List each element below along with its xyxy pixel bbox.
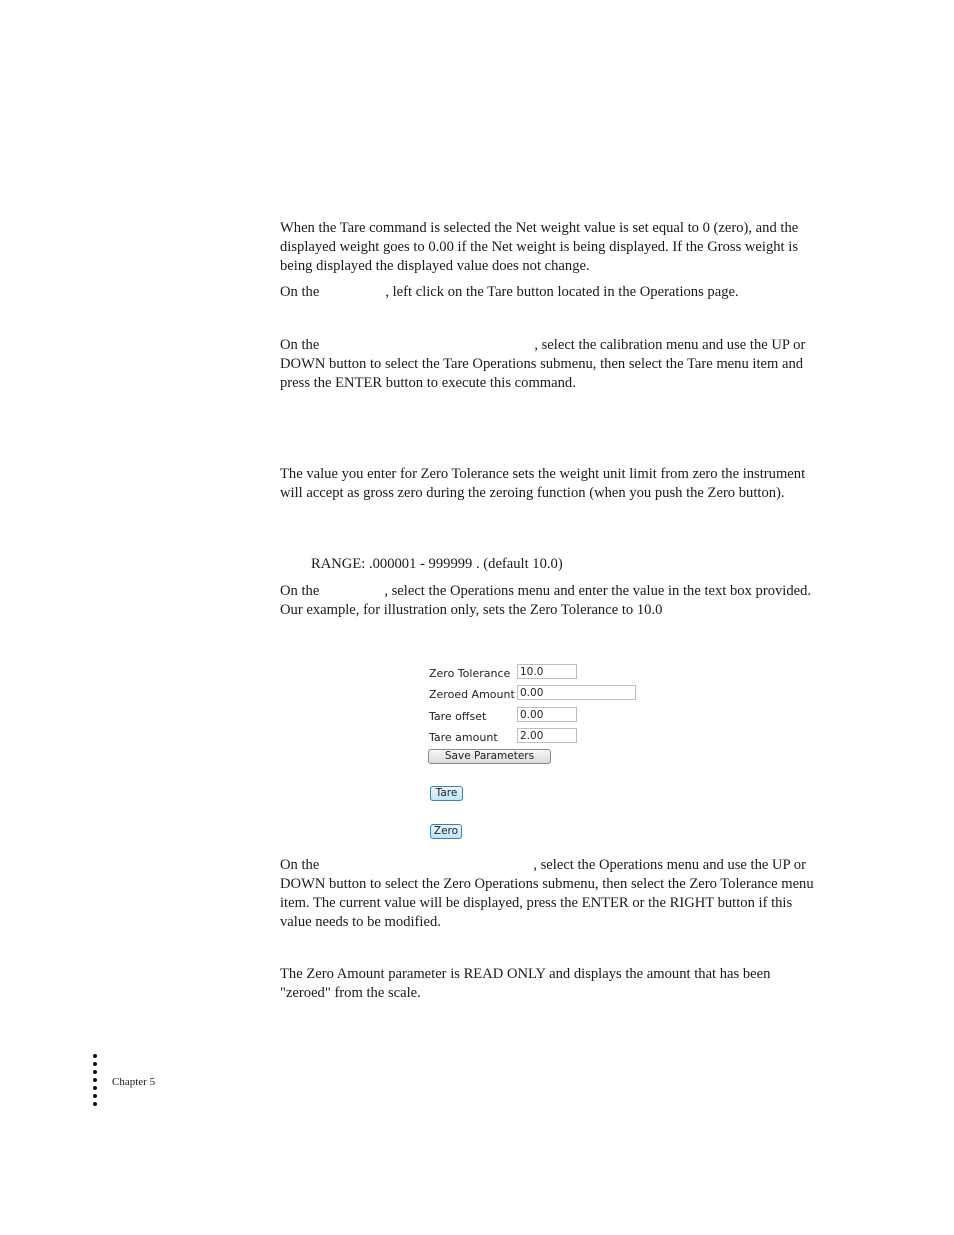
footer-dot bbox=[93, 1078, 97, 1082]
paragraph-zero-tolerance: The value you enter for Zero Tolerance sets the weight unit limit from zero the instrument will accept as gross zero during the zeroing function (when you push the Zero button). bbox=[280, 466, 806, 501]
zero-tolerance-input[interactable] bbox=[517, 664, 577, 679]
zeroed-amount-label: Zeroed Amount bbox=[429, 688, 515, 701]
paragraph-prefix: On the bbox=[280, 337, 320, 353]
zero-tolerance-row bbox=[429, 664, 639, 681]
paragraph-suffix: , select the Operations menu and use the UP or DOWN button to select the Zero Operations submenu, then select the Zero Tolerance menu item. The current value will be displayed, press the ENTER or the RIGHT button if this value needs to be modified. bbox=[280, 857, 814, 930]
footer-dot bbox=[93, 1062, 97, 1066]
zero-tolerance-label: Zero Tolerance bbox=[429, 667, 511, 680]
paragraph-prefix: On the bbox=[280, 284, 320, 300]
footer-dot bbox=[93, 1094, 97, 1098]
tare-offset-row bbox=[429, 707, 639, 724]
range-text: RANGE: .000001 - 999999 . (default 10.0) bbox=[311, 556, 563, 572]
paragraph-prefix: On the bbox=[280, 583, 320, 599]
paragraph-zero-tolerance-front-panel bbox=[280, 856, 814, 932]
paragraph-zero-amount: The Zero Amount parameter is READ ONLY and displays the amount that has been "zeroed" from the scale. bbox=[280, 966, 771, 1001]
tare-button[interactable]: Tare bbox=[430, 786, 463, 801]
footer-dot bbox=[93, 1054, 97, 1058]
save-parameters-button[interactable]: Save Parameters bbox=[428, 749, 551, 764]
tare-amount-row bbox=[429, 728, 639, 745]
tare-offset-label: Tare offset bbox=[429, 710, 487, 723]
zeroed-amount-row bbox=[429, 685, 641, 702]
zero-button[interactable]: Zero bbox=[430, 824, 462, 839]
footer-dots bbox=[92, 1054, 98, 1110]
tare-amount-input[interactable] bbox=[517, 728, 577, 743]
paragraph-tare-description: When the Tare command is selected the Net weight value is set equal to 0 (zero), and the displayed weight goes to 0.00 if the Net weight is being displayed. If the Gross weight is being displayed the displayed value does not change. bbox=[280, 220, 799, 274]
paragraph-prefix: On the bbox=[280, 857, 320, 873]
paragraph-suffix: , left click on the Tare button located in the Operations page. bbox=[385, 284, 739, 300]
footer-dot bbox=[93, 1070, 97, 1074]
paragraph-zero-tolerance-web bbox=[280, 582, 814, 620]
footer-chapter: Chapter 5 bbox=[112, 1076, 156, 1088]
paragraph-tare-web bbox=[280, 283, 814, 302]
operations-form bbox=[426, 660, 646, 845]
tare-offset-input[interactable] bbox=[517, 707, 577, 722]
footer-dot bbox=[93, 1102, 97, 1106]
paragraph-tare-front-panel bbox=[280, 336, 814, 393]
paragraph-suffix: , select the Operations menu and enter the value in the text box provided. Our example, for illustration only, sets the Zero Tolerance to 10.0 bbox=[280, 583, 812, 618]
paragraph-suffix: , select the calibration menu and use the UP or DOWN button to select the Tare Operations submenu, then select the Tare menu item and press the ENTER button to execute this command. bbox=[280, 337, 806, 391]
zeroed-amount-input[interactable] bbox=[517, 685, 636, 700]
footer-dot bbox=[93, 1086, 97, 1090]
tare-amount-label: Tare amount bbox=[429, 731, 498, 744]
